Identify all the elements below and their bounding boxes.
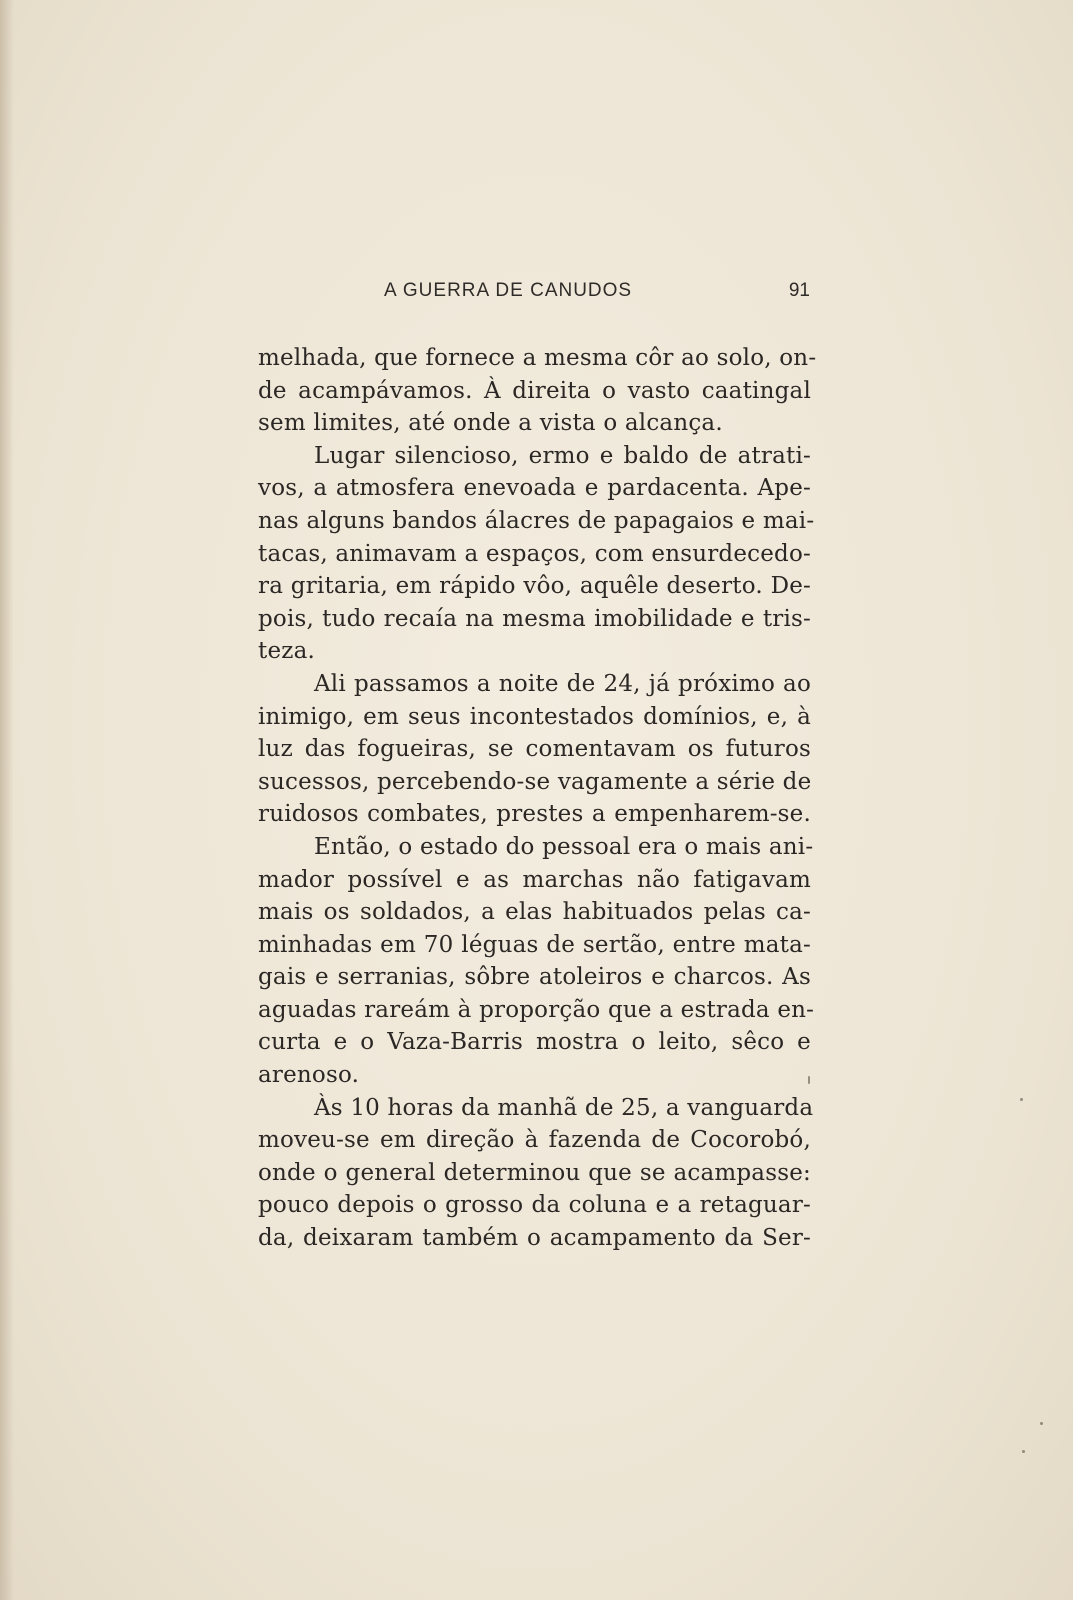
text-line: nas alguns bandos álacres de papagaios e mai- xyxy=(258,507,815,534)
text-line: ra gritaria, em rápido vôo, aquêle deserto. De- xyxy=(258,573,811,600)
text-line: melhada, que fornece a mesma côr ao solo, on- xyxy=(258,345,817,371)
text-line: tacas, animavam a espaços, com ensurdecedo- xyxy=(258,540,811,567)
page-number: 91 xyxy=(788,280,810,301)
text-line: teza. xyxy=(258,638,315,665)
paper-speck xyxy=(1022,1450,1025,1453)
text-line: Então, o estado do pessoal era o mais ani- xyxy=(314,833,814,860)
text-line: Ali passamos a noite de 24, já próximo ao xyxy=(314,670,811,697)
text-line: mais os soldados, a elas habituados pelas ca- xyxy=(258,899,811,926)
text-line: curta e o Vaza-Barris mostra o leito, sêco e xyxy=(258,1029,811,1056)
spine-shadow xyxy=(0,0,14,1600)
paper-speck xyxy=(1020,1098,1023,1101)
text-line: pouco depois o grosso da coluna e a retaguar- xyxy=(258,1192,811,1219)
text-line: vos, a atmosfera enevoada e pardacenta. Ape- xyxy=(258,475,811,502)
text-line: minhadas em 70 léguas de sertão, entre mata- xyxy=(258,931,811,958)
text-line: Lugar silencioso, ermo e baldo de atrati- xyxy=(314,442,811,469)
running-title: A GUERRA DE CANUDOS xyxy=(384,280,633,301)
text-line: sem limites, até onde a vista o alcança. xyxy=(258,410,723,437)
text-line: sucessos, percebendo-se vagamente a série de xyxy=(258,768,812,795)
text-line: inimigo, em seus incontestados domínios, e, à xyxy=(258,703,811,730)
text-line: de acampávamos. À direita o vasto caatingal xyxy=(258,377,811,404)
text-line: moveu-se em direção à fazenda de Cocorobó, xyxy=(258,1127,811,1154)
text-line: gais e serranias, sôbre atoleiros e charcos. As xyxy=(258,964,811,991)
paper-speck xyxy=(808,1076,810,1084)
text-line: mador possível e as marchas não fatigavam xyxy=(258,866,811,893)
text-line: Às 10 horas da manhã de 25, a vanguarda xyxy=(314,1094,814,1121)
text-line: aguadas rareám à proporção que a estrada en- xyxy=(258,996,815,1023)
paper-speck xyxy=(1040,1422,1043,1425)
body-text xyxy=(258,342,817,1255)
text-line: luz das fogueiras, se comentavam os futuros xyxy=(258,736,811,763)
text-line: onde o general determinou que se acampasse: xyxy=(258,1159,811,1186)
running-head xyxy=(258,280,810,306)
text-line: ruidosos combates, prestes a empenharem-se. xyxy=(258,801,811,828)
text-line: da, deixaram também o acampamento da Ser- xyxy=(258,1225,811,1252)
text-line: arenoso. xyxy=(258,1062,360,1089)
text-line: pois, tudo recaía na mesma imobilidade e tris- xyxy=(258,605,811,632)
